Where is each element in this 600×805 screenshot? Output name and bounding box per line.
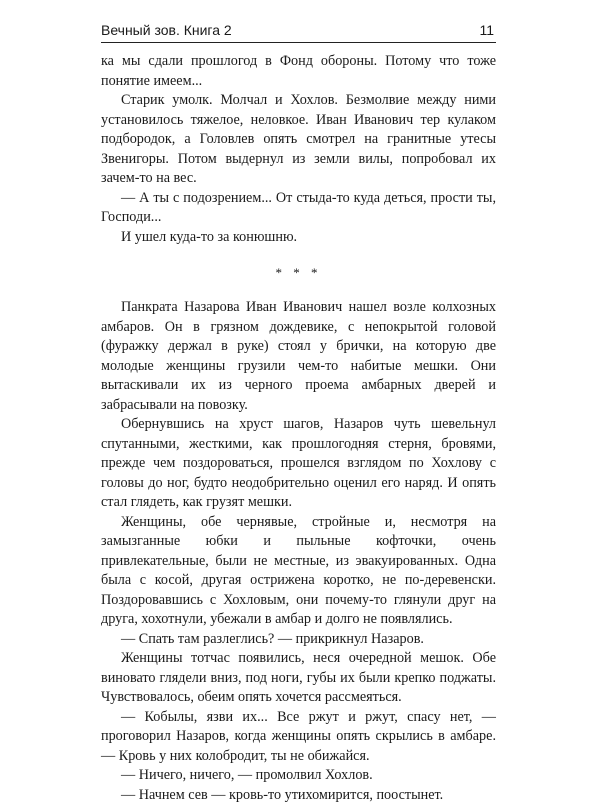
paragraph: — Кобылы, язви их... Все ржут и ржут, спасу нет, — проговорил Назаров, когда женщины опять скрылись в амбаре. — Кровь у них колобродит, ты не обижайся. (101, 708, 496, 767)
page-body (101, 52, 496, 805)
page-header (101, 20, 496, 42)
paragraph: — Спать там разлеглись? — прикрикнул Назаров. (101, 630, 496, 650)
page-number: 11 (479, 22, 494, 38)
paragraph: Обернувшись на хруст шагов, Назаров чуть шевельнул спутанными, жесткими, как прошлогодняя стерня, бровями, прежде чем поздороваться, прошелся взглядом по Хохлову с головы до ног, будто неодобрительно оценил его наряд. И опять стал глядеть, как грузят мешки. (101, 415, 496, 513)
paragraph: ка мы сдали прошлогод в Фонд обороны. Потому что тоже понятие имеем... (101, 52, 496, 91)
paragraph: Панкрата Назарова Иван Иванович нашел возле колхозных амбаров. Он в грязном дождевике, с непокрытой головой (фуражку держал в руке) стоял у брички, на которую две молодые женщины грузили чем-то набитые мешки. Они вытаскивали их из черного проема амбарных дверей и забрасывали на повозку. (101, 298, 496, 415)
section-separator: * * * (101, 265, 496, 281)
running-title: Вечный зов. Книга 2 (101, 22, 232, 38)
paragraph: И ушел куда-то за конюшню. (101, 228, 496, 248)
header-rule (101, 42, 496, 43)
paragraph: Женщины тотчас появились, неся очередной мешок. Обе виновато глядели вниз, под ноги, губы их были крепко поджаты. Чувствовалось, обеим опять хочется рассмеяться. (101, 649, 496, 708)
paragraph: Старик умолк. Молчал и Хохлов. Безмолвие между ними установилось тяжелое, неловкое. Иван Иванович тер кулаком подбородок, а Головлев опять смотрел на гранитные утесы Звенигоры. Потом выдернул из земли вилы, попробовал их зачем-то на вес. (101, 91, 496, 189)
paragraph: Женщины, обе чернявые, стройные и, несмотря на замызганные юбки и пыльные кофточки, очень привлекательные, были не местные, из эвакуированных. Одна была с косой, другая острижена коротко, не по-деревенски. Поздоровавшись с Хохловым, они почему-то глянули друг на друга, хохотнули, убежали в амбар и долго не появлялись. (101, 513, 496, 630)
paragraph: — А ты с подозрением... От стыда-то куда деться, прости ты, Господи... (101, 189, 496, 228)
paragraph: — Начнем сев — кровь-то утихомирится, поостынет. (101, 786, 496, 805)
paragraph: — Ничего, ничего, — промолвил Хохлов. (101, 766, 496, 786)
